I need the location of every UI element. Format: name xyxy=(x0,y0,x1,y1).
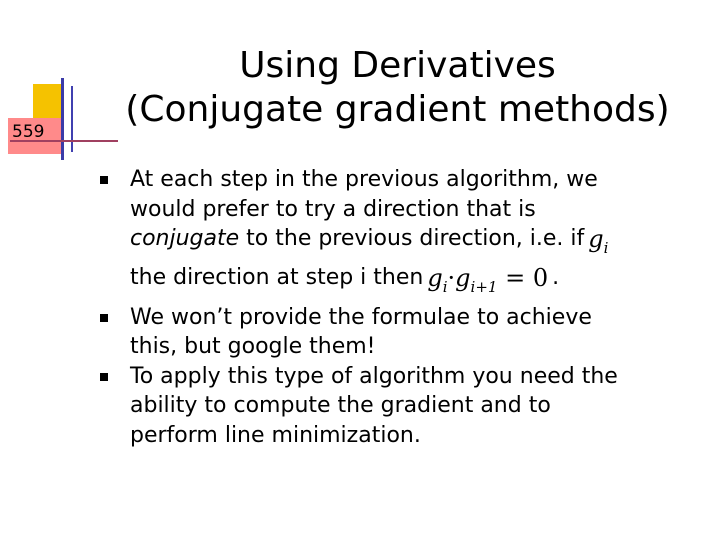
math-variable: g xyxy=(427,264,443,293)
bullet-text xyxy=(130,362,700,451)
bullet-item xyxy=(100,165,700,303)
bullet-line xyxy=(130,263,700,302)
title-line-2: (Conjugate gradient methods) xyxy=(125,89,670,130)
math-subscript: i+1 xyxy=(470,278,498,297)
math-operator: · xyxy=(447,264,456,293)
bullet-text xyxy=(130,165,700,303)
emphasis-text: conjugate xyxy=(130,226,240,251)
bullet-text xyxy=(130,303,700,362)
math-variable: g xyxy=(455,264,471,293)
slide-number: 559 xyxy=(12,122,45,142)
bullet-line-text: . xyxy=(552,265,560,291)
bullet-line: We won’t provide the formulae to achieve xyxy=(130,304,592,330)
math-expression xyxy=(584,225,612,263)
math-subscript: i xyxy=(603,238,609,257)
bullet-line-text: the direction at step i then xyxy=(130,265,424,291)
title-line-1: Using Derivatives xyxy=(239,45,556,86)
bullet-line: ability to compute the gradient and to xyxy=(130,393,551,419)
math-equals: = 0 xyxy=(497,264,549,293)
bullet-line: perform line minimization. xyxy=(130,422,421,448)
bullet-square-icon xyxy=(100,373,108,381)
decorative-vertical-line-thin xyxy=(71,86,73,152)
bullet-line xyxy=(130,224,700,263)
bullet-line: To apply this type of algorithm you need the xyxy=(130,363,618,389)
bullet-item xyxy=(100,303,700,362)
bullet-line: would prefer to try a direction that is xyxy=(130,196,536,222)
bullet-line: this, but google them! xyxy=(130,334,376,360)
math-expression xyxy=(423,264,552,302)
math-subscript: i xyxy=(442,278,448,297)
math-variable: g xyxy=(588,225,604,253)
bullet-item xyxy=(100,362,700,451)
bullet-line-text: to the previous direction, i.e. if xyxy=(239,226,585,251)
bullet-square-icon xyxy=(100,176,108,184)
bullet-square-icon xyxy=(100,314,108,322)
slide-title xyxy=(115,44,680,132)
decorative-vertical-line xyxy=(61,78,64,160)
bullet-line: At each step in the previous algorithm, we xyxy=(130,167,598,192)
bullet-list xyxy=(100,165,700,450)
